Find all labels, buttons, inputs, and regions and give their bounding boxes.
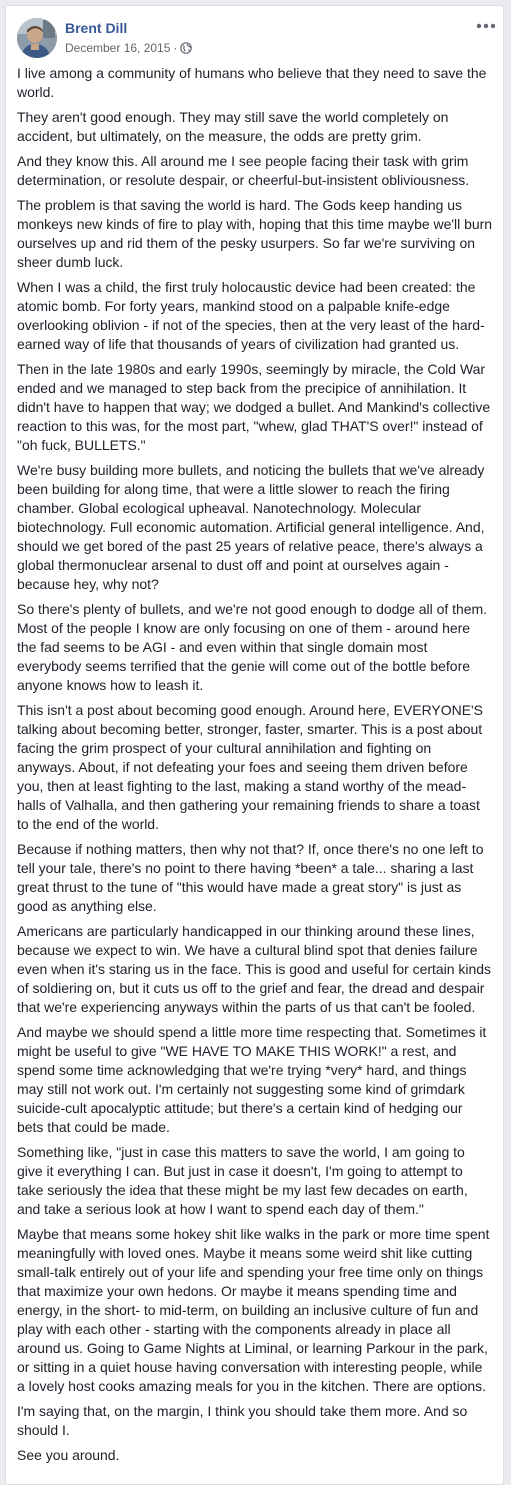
post-paragraph: And maybe we should spend a little more time respecting that. Sometimes it might be useful to give "WE HAVE TO MAKE THIS WORK!" a rest, and spend some time acknowledging that we're trying *very* hard, and things may still not work out. I'm certainly not suggesting some kind of grimdark suicide-cult apocalyptic attitude; but there's a certain kind of hedging our bets that could be made. — [17, 1024, 487, 1135]
post-paragraph: And they know this. All around me I see people facing their task with grim determination, or resolute despair, or cheerful-but-insistent obliviousness. — [17, 153, 470, 188]
post-paragraph: This isn't a post about becoming good enough. Around here, EVERYONE'S talking about becoming better, stronger, faster, smarter. This is a post about facing the grim prospect of your cultural annihilation and fighting on anyways. About, if not defeating your foes and seeing them driven before you, then at least fighting to the last, making a stand worthy of the mead-halls of Valhalla, and then gathering your remaining friends to share a toast to the end of the world. — [17, 702, 484, 832]
post-paragraph: When I was a child, the first truly holocaustic device had been created: the atomic bomb. For forty years, mankind stood on a palpable knife-edge overlooking oblivion - if not of the species, then at the very least of the hard-earned way of life that thousands of years of civilization had granted us. — [17, 279, 485, 352]
avatar-image — [17, 18, 57, 58]
globe-icon[interactable] — [180, 42, 192, 54]
post-paragraph: The problem is that saving the world is hard. The Gods keep handing us monkeys new kinds of fire to play with, hoping that this time maybe we'll burn ourselves up and rid them of the pesky usurpers. So far we're surviving on sheer dumb luck. — [17, 197, 493, 270]
post-paragraph: We're busy building more bullets, and noticing the bullets that we've already been building for along time, that were a little slower to reach the firing chamber. Global ecological upheaval. Nanotechnology. Molecular biotechnology. Full economic automation. Artificial general intelligence. And, should we get bored of the past 25 years of relative peace, there's always a global thermonuclear arsenal to dust off and point at ourselves again - because hey, why not? — [17, 462, 485, 592]
post-paragraph: Maybe that means some hokey shit like walks in the park or more time spent meaningfully with loved ones. Maybe it means some weird shit like cutting small-talk entirely out of your life and spending your free time only on things that maximize your own hedons. Or maybe it means spending time and energy, in the short- to mid-term, on building an inclusive culture of fun and play with each other - starting with the components already in place all around us. Going to Game Nights at Liminal, or learning Parkour in the park, or sitting in a quiet house having conversation with interesting people, while a lovely host cooks amazing meals for you in the kitchen. There are options. — [17, 1226, 490, 1394]
post-card — [5, 5, 504, 1485]
post-paragraph: I live among a community of humans who believe that they need to save the world. — [17, 65, 487, 100]
post-paragraph: I'm saying that, on the margin, I think you should take them more. And so should I. — [17, 1403, 468, 1438]
post-meta — [65, 41, 192, 55]
post-paragraph: They aren't good enough. They may still save the world completely on accident, but ultimately, on the measure, the odds are pretty grim. — [17, 109, 449, 144]
post-paragraph: Something like, "just in case this matters to save the world, I am going to give it everything I can. But just in case it doesn't, I'm going to attempt to take seriously the idea that these might be my last few decades on earth, and take a serious look at how I want to spend each day of them." — [17, 1144, 468, 1217]
post-date[interactable]: December 16, 2015 — [65, 41, 171, 55]
post-paragraph: Because if nothing matters, then why not that? If, once there's no one left to tell your tale, there's no point to there having *been* a tale... sharing a last great thrust to the tune of "this would have made a great story" is just as good as anything else. — [17, 841, 484, 914]
post-body — [6, 64, 503, 1465]
post-paragraph: Then in the late 1980s and early 1990s, seemingly by miracle, the Cold War ended and we managed to step back from the precipice of annihilation. It didn't have to happen that way; we dodged a bullet. And Mankind's collective reaction to this was, for the most part, "whew, glad THAT'S over!" instead of "oh fuck, BULLETS." — [17, 361, 491, 453]
meta-separator: · — [173, 41, 178, 55]
avatar[interactable] — [17, 18, 57, 58]
more-options-icon[interactable] — [476, 16, 496, 36]
post-paragraph: See you around. — [17, 1447, 120, 1463]
post-paragraph: So there's plenty of bullets, and we're not good enough to dodge all of them. Most of the people I know are only focusing on one of them - around here the fad seems to be AGI - and even within that single domain most everybody seems terrified that the genie will come out of the bottle before anyone knows how to leash it. — [17, 601, 488, 693]
author-name[interactable]: Brent Dill — [65, 20, 128, 36]
post-paragraph: Americans are particularly handicapped in our thinking around these lines, because we expect to win. We have a cultural blind spot that denies failure even when it's staring us in the face. This is good and useful for certain kinds of soldiering on, but it cuts us off to the grief and fear, the dread and despair that we're experiencing anyways within the parts of us that can't be fooled. — [17, 923, 491, 1015]
post-header — [6, 6, 503, 62]
